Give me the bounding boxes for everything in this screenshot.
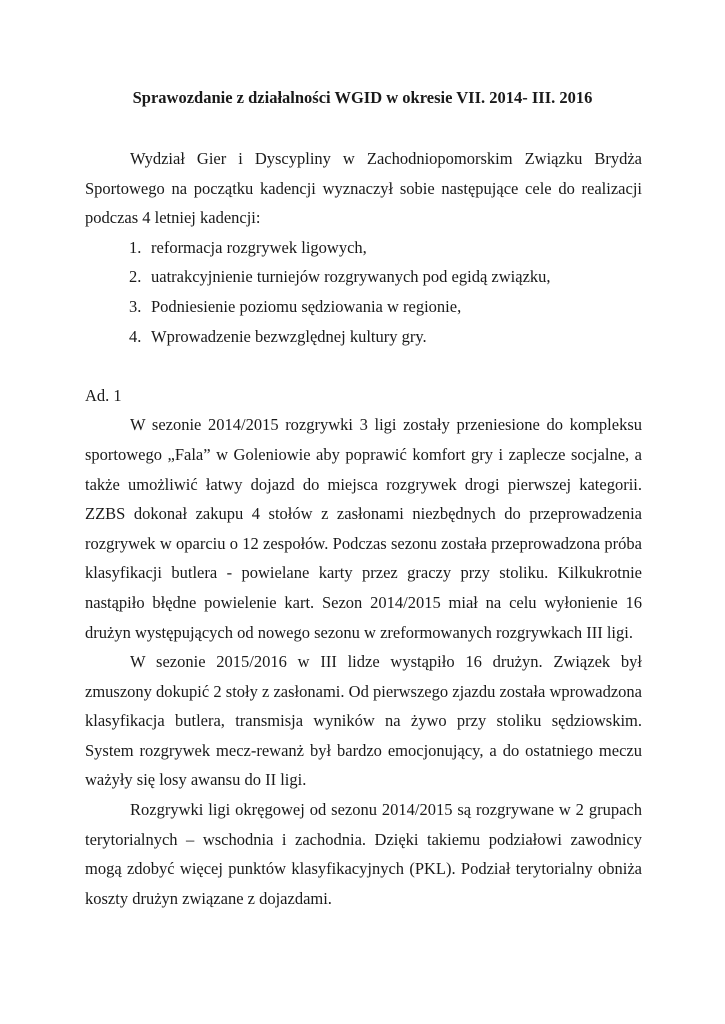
section-heading: Ad. 1	[85, 385, 122, 405]
body-paragraph: Rozgrywki ligi okręgowej od sezonu 2014/2015 są rozgrywane w 2 grupach terytorialnych – wschodnia i zachodnia. Dzięki takiemu podziałowi zawodnicy mogą zdobyć więcej punktów klasyfikacyjnych (PKL). Podział terytorialny obniża koszty drużyn związane z dojazdami.	[85, 800, 642, 908]
goal-text: uatrakcyjnienie turniejów rozgrywanych pod egidą związku,	[151, 267, 551, 287]
goal-item	[129, 233, 642, 263]
goal-text: Podniesienie poziomu sędziowania w regionie,	[151, 296, 462, 316]
goal-text: Wprowadzenie bezwzględnej kultury gry.	[151, 326, 427, 346]
body-paragraph: W sezonie 2015/2016 w III lidze wystąpiło 16 drużyn. Związek był zmuszony dokupić 2 stoły z zasłonami. Od pierwszego zjazdu została wprowadzona klasyfikacja butlera, transmisja wyników na żywo przy stoliku sędziowskim. System rozgrywek mecz-rewanż był bardzo emocjonujący, a do ostatniego meczu ważyły się losy awansu do II ligi.	[85, 652, 642, 790]
section-spacer	[85, 351, 642, 381]
goal-text: reformacja rozgrywek ligowych,	[151, 237, 367, 257]
body-paragraph: W sezonie 2014/2015 rozgrywki 3 ligi zostały przeniesione do kompleksu sportowego „Fala” w Goleniowie aby poprawić komfort gry i zaplecze socjalne, a także umożliwić łatwy dojazd do miejsca rozgrywek drogi pierwszej kategorii. ZZBS dokonał zakupu 4 stołów z zasłonami niezbędnych do przeprowadzenia rozgrywek w oparciu o 12 zespołów. Podczas sezonu została przeprowadzona próba klasyfikacji butlera - powielane karty przez graczy przy stoliku. Kilkukrotnie nastąpiło błędne powielenie kart. Sezon 2014/2015 miał na celu wyłonienie 16 drużyn występujących od nowego sezonu w zreformowanych rozgrywkach III ligi.	[85, 415, 642, 642]
document-body	[85, 144, 642, 913]
goal-number: 4.	[129, 326, 142, 346]
goal-item	[129, 292, 642, 322]
goal-number: 3.	[129, 296, 142, 316]
goal-item	[129, 262, 642, 292]
document-title: Sprawozdanie z działalności WGID w okresie VII. 2014- III. 2016	[132, 88, 593, 107]
intro-paragraph: Wydział Gier i Dyscypliny w Zachodniopomorskim Związku Brydża Sportowego na początku kadencji wyznaczył sobie następujące cele do realizacji podczas 4 letniej kadencji:	[85, 149, 642, 228]
goal-number: 1.	[129, 237, 142, 257]
goal-item	[129, 322, 642, 352]
goals-list	[85, 233, 642, 351]
goal-number: 2.	[129, 267, 142, 287]
